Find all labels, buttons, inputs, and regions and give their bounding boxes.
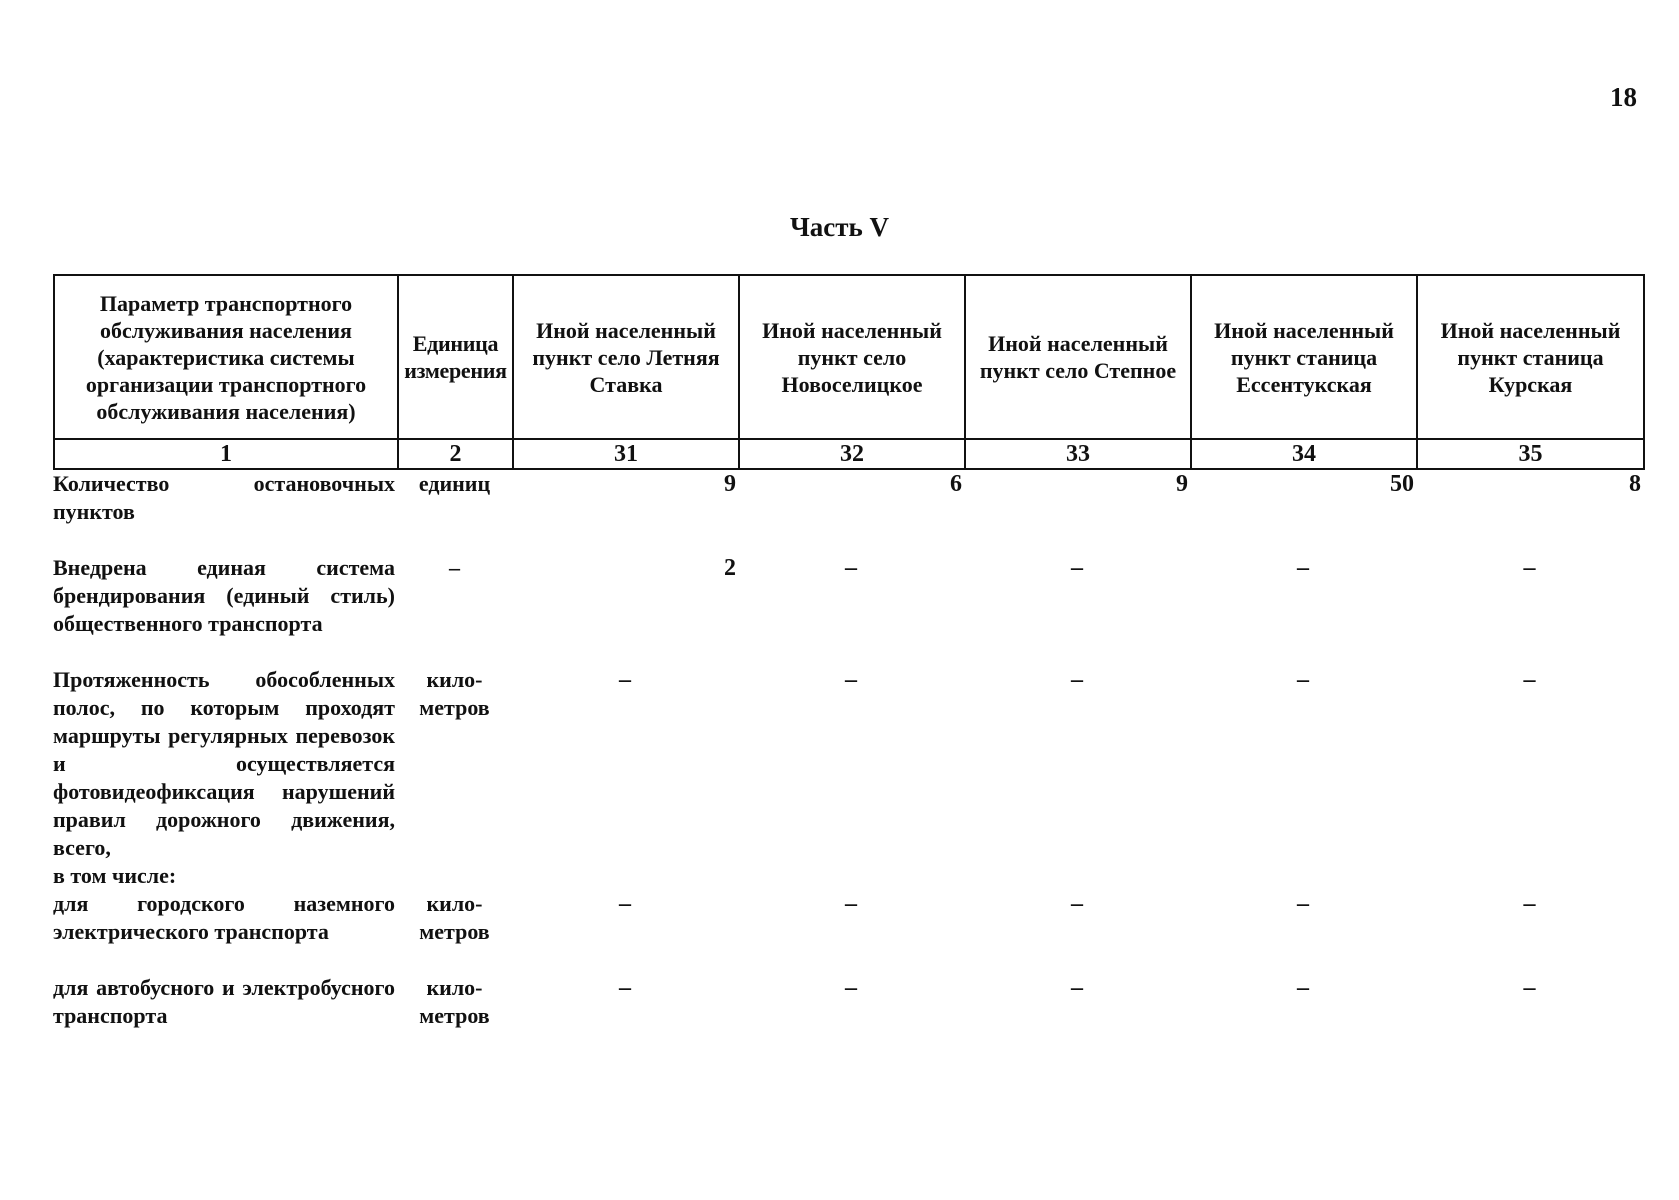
row-value: – <box>1523 975 1536 1001</box>
row-value: – <box>1297 891 1309 917</box>
row-value: – <box>1297 555 1309 581</box>
header-unit: Единица измерения <box>398 275 513 439</box>
row-parameter: Количество остановочных пунктов <box>53 471 395 524</box>
row-value: 9 <box>724 471 736 497</box>
row-value: – <box>845 667 857 693</box>
row-unit: – <box>449 555 460 580</box>
row-parameter: Внедрена единая система брендирования (единый стиль) общественного транспорта <box>53 555 395 636</box>
table-row <box>53 554 1643 638</box>
row-unit: кило-метров <box>419 975 490 1028</box>
header-parameter: Параметр транспортного обслуживания населения (характеристика системы организации транспортного обслуживания населения) <box>54 275 398 439</box>
row-value: – <box>1297 667 1309 693</box>
row-unit: кило-метров <box>419 891 490 944</box>
header-col-31: Иной населенный пункт село Летняя Ставка <box>513 275 739 439</box>
header-titles-row <box>54 275 1644 439</box>
header-col-32: Иной населенный пункт село Новоселицкое <box>739 275 965 439</box>
header-numbers-row <box>54 439 1644 469</box>
row-value: – <box>845 555 857 581</box>
column-number: 32 <box>739 439 965 469</box>
table-header <box>53 274 1645 470</box>
row-value: – <box>845 891 857 917</box>
row-value: 9 <box>1176 471 1188 497</box>
row-parameter-cell <box>53 666 397 890</box>
row-value: 8 <box>1629 471 1641 497</box>
row-value: – <box>1523 891 1536 917</box>
row-parameter-extra: в том числе: <box>53 863 177 888</box>
page-number: 18 <box>1610 82 1637 112</box>
row-unit: единиц <box>418 471 491 496</box>
row-value: – <box>619 975 631 1001</box>
column-number: 2 <box>398 439 513 469</box>
row-parameter: Протяженность обособленных полос, по которым проходят маршруты регулярных перевозок и осуществляется фотовидеофиксация нарушений правил дорожного движения, всего, <box>53 667 395 860</box>
column-number: 1 <box>54 439 398 469</box>
row-parameter: для городского наземного электрического транспорта <box>53 891 395 944</box>
table-row <box>53 470 1643 526</box>
table-row <box>53 890 1643 946</box>
row-value: – <box>1071 667 1083 693</box>
row-value: – <box>1523 555 1536 581</box>
table-row <box>53 974 1643 1030</box>
column-number: 35 <box>1417 439 1644 469</box>
row-value: – <box>619 891 631 917</box>
row-value: – <box>845 975 857 1001</box>
column-number: 33 <box>965 439 1191 469</box>
row-value: – <box>619 667 631 693</box>
row-value: – <box>1523 667 1536 693</box>
row-value: 50 <box>1390 471 1414 497</box>
header-col-35: Иной населенный пункт станица Курская <box>1417 275 1644 439</box>
row-unit: кило-метров <box>419 667 490 720</box>
row-value: – <box>1071 891 1083 917</box>
table-row <box>53 666 1643 890</box>
header-col-33: Иной населенный пункт село Степное <box>965 275 1191 439</box>
header-col-34: Иной населенный пункт станица Ессентукская <box>1191 275 1417 439</box>
row-value: 6 <box>950 471 962 497</box>
column-number: 31 <box>513 439 739 469</box>
row-value: 2 <box>724 555 736 581</box>
table-body <box>53 470 1643 1030</box>
row-value: – <box>1297 975 1309 1001</box>
part-title: Часть V <box>789 212 890 242</box>
row-parameter: для автобусного и электробусного транспорта <box>53 975 395 1028</box>
row-value: – <box>1071 555 1083 581</box>
column-number: 34 <box>1191 439 1417 469</box>
row-value: – <box>1071 975 1083 1001</box>
